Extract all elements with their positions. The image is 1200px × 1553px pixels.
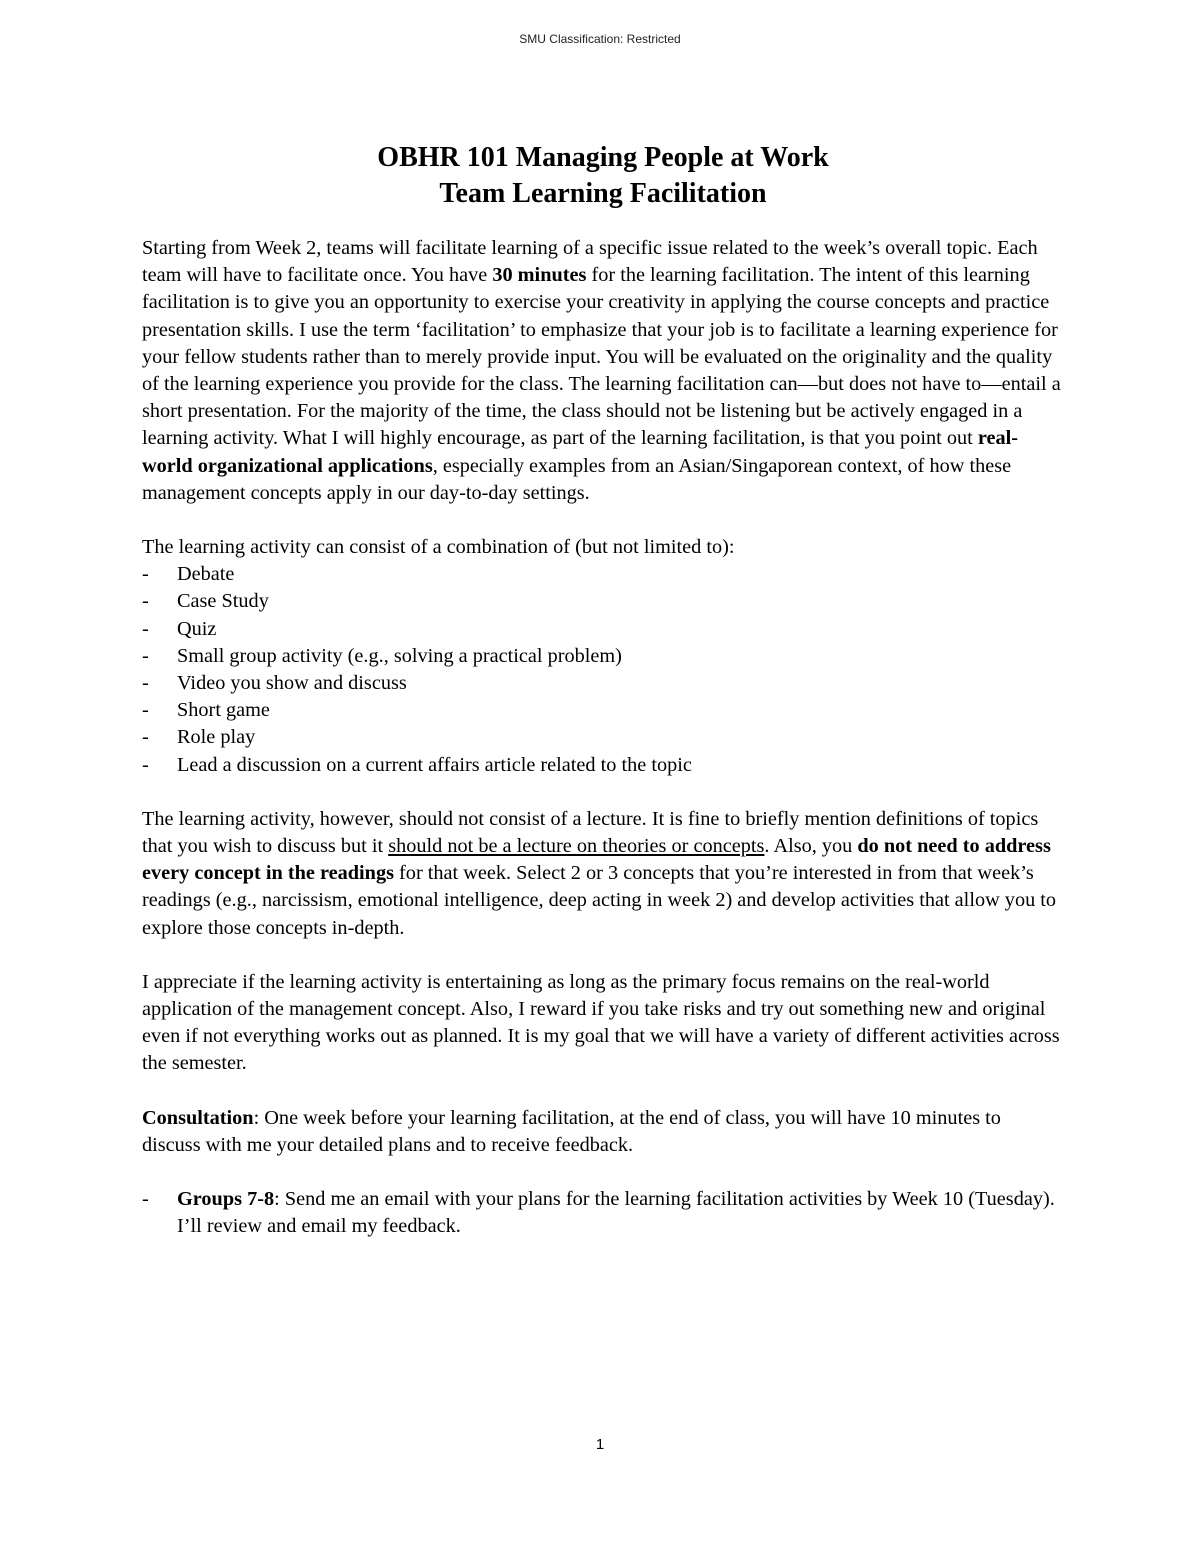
- list-item: - Quiz: [142, 616, 1064, 643]
- list-item: - Debate: [142, 561, 1064, 588]
- dash-bullet: -: [142, 753, 149, 776]
- intro-text-1: Starting from Week 2, teams will facilitate learning of a specific issue related to the week’s overall topic. Each team will have to facilitate once. You have: [142, 237, 1038, 287]
- dash-bullet: -: [142, 590, 149, 613]
- consultation-label: Consultation: [142, 1106, 254, 1129]
- page-title: [142, 140, 1064, 212]
- entertaining-paragraph: I appreciate if the learning activity is entertaining as long as the primary focus remains on the real-world application of the management concept. Also, I reward if you take risks and try out something new and original even if not everything works out as planned. It is my goal that we will have a variety of different activities across the semester.: [142, 970, 1060, 1075]
- dash-bullet: -: [142, 672, 149, 695]
- intro-paragraph: [142, 235, 1064, 507]
- page-number: 1: [595, 1436, 605, 1453]
- intro-bold-duration: 30 minutes: [492, 264, 587, 287]
- classification-header: SMU Classification: Restricted: [519, 32, 681, 46]
- activities-lead: The learning activity can consist of a combination of (but not limited to):: [142, 536, 735, 559]
- consultation-paragraph: Consultation: One week before your learning facilitation, at the end of class, you will have 10 minutes to discuss with me your detailed plans and to receive feedback.: [142, 1106, 1001, 1156]
- intro-text-3: , especially examples from an Asian/Singaporean context, of how these management concepts apply in our day-to-day settings.: [142, 454, 1012, 504]
- list-item: - Lead a discussion on a current affairs article related to the topic: [142, 752, 1064, 779]
- groups-label: Groups 7-8: [177, 1188, 275, 1211]
- document-body: [142, 140, 1064, 1268]
- title-line-course: OBHR 101 Managing People at Work: [377, 142, 829, 173]
- dash-bullet: -: [142, 644, 149, 667]
- title-line-subject: Team Learning Facilitation: [439, 178, 767, 209]
- list-item: - Groups 7-8: Send me an email with your plans for the learning facilitation activities by Week 10 (Tuesday). I’ll review and email my feedback.: [142, 1188, 1055, 1238]
- activities-list: [142, 561, 1064, 779]
- dash-bullet: -: [142, 699, 149, 722]
- bold-emphasis: do not need to address every concept in the readings: [142, 835, 1051, 885]
- list-item: - Small group activity (e.g., solving a practical problem): [142, 643, 1064, 670]
- list-item: - Case Study: [142, 588, 1064, 615]
- list-item: - Short game: [142, 697, 1064, 724]
- dash-bullet: -: [142, 617, 149, 640]
- intro-bold-applications: real-world organizational applications: [142, 427, 1018, 477]
- list-item: - Role play: [142, 724, 1064, 751]
- dash-bullet: -: [142, 1188, 149, 1211]
- list-item: - Video you show and discuss: [142, 670, 1064, 697]
- underlined-emphasis: should not be a lecture on theories or concepts: [388, 835, 765, 858]
- dash-bullet: -: [142, 563, 149, 586]
- dash-bullet: -: [142, 726, 149, 749]
- no-lecture-paragraph: The learning activity, however, should not consist of a lecture. It is fine to briefly mention definitions of topics that you wish to discuss but it should not be a lecture on theories or concepts. Also, you do not need to address every concept in the readings for that week. Select 2 or 3 concepts that you’re interested in from that week’s readings (e.g., narcissism, emotional intelligence, deep acting in week 2) and develop activities that allow you to explore those concepts in-depth.: [142, 807, 1057, 939]
- intro-text-2: for the learning facilitation. The intent of this learning facilitation is to give you an opportunity to exercise your creativity in applying the course concepts and practice presentation skills. I use the term ‘facilitation’ to emphasize that your job is to facilitate a learning experience for your fellow students rather than to merely provide input. You will be evaluated on the originality and the quality of the learning experience you provide for the class. The learning facilitation can—but does not have to—entail a short presentation. For the majority of the time, the class should not be listening but be actively engaged in a learning activity. What I will highly encourage, as part of the learning facilitation, is that you point out: [142, 264, 1061, 450]
- consultation-list: [142, 1186, 1064, 1240]
